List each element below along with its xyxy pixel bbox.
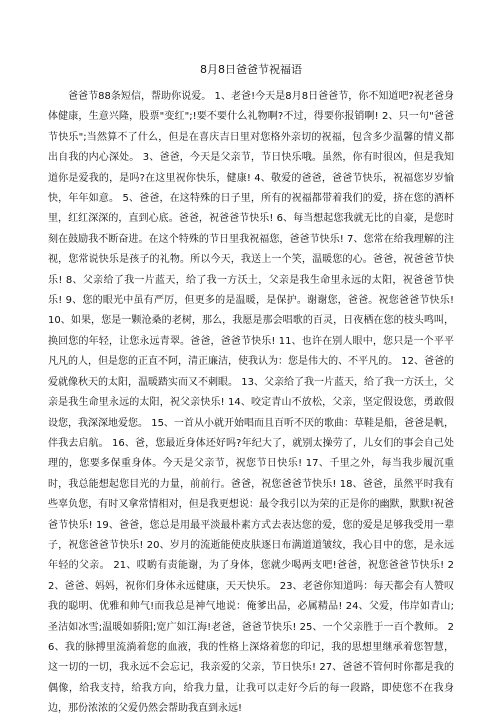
body-paragraph: 爸爸节88条短信，帮助你说爱。 1、老爸!今天是8月8日爸爸节，你不知道吧?祝老爸身体健康，生意兴隆，股票"变红";!要不要什么礼物啊?不过，得要你报销啊! 2、只一句"爸爸节快乐";当然算不了什么，但是在喜庆吉日里对您格外亲切的祝福，包含多少温馨的情义都出自我的内心深处。 3、爸爸，今天是父亲节，节日快乐哦。虽然，你有时很凶，但是我知道你是爱我的，是吗?在这里祝你快乐，健康! 4、敬爱的爸爸，爸爸节快乐，祝福您岁岁愉快，年年如意。 5、爸爸，在这特殊的日子里，所有的祝福都带着我们的爱，挤在您的酒杯里，红红深深的，直到心底。爸爸，祝爸爸节快乐! 6、每当想起您我就无比的自豪，是您时刻在鼓励我不断奋进。在这个特殊的节日里我祝福您，爸爸节快乐! 7、您常在给我理解的注视，您常说快乐是孩子的礼物。所以今天，我送上一个笑，温暖您的心。爸爸，祝爸爸节快乐! 8、父亲给了我一片蓝天，给了我一方沃土，父亲是我生命里永远的太阳，祝爸爸节快乐! 9、您的眼光中虽有严厉，但更多的是温暖，是保护。谢谢您，爸爸。祝您爸爸节快乐! 10、如果，您是一颗沧桑的老树，那么，我愿是那会唱歌的百灵，日夜栖在您的枝头鸣叫，换回您的年轻，让您永远青翠。爸爸，爸爸节快乐! 11、也许在别人眼中，您只是一个平平凡凡的人，但是您的正直不阿，清正廉洁，使我认为：您是伟大的、不平凡的。 12、爸爸的爱就像秋天的太阳，温暖踏实而又不刺眼。 13、父亲给了我一片蓝天，给了我一方沃土，父亲是我生命里永远的太阳，祝父亲快乐! 14、咬定青山不放松，父亲，坚定假设您，勇敢假设您，我深深地爱您。 15、一首从小就开始唱而且百听不厌的歌曲：草鞋是船，爸爸是帆，伴我去启航。 16、爸，您最近身体还好吗?年纪大了，就别太操劳了，儿女们的事会自己处理的，您要多保重身体。今天是父亲节，祝您节日快乐! 17、千里之外，每当我步履沉重时，我总能想起您目光的力量，前前行。爸爸，祝您爸爸节快乐! 18、爸爸，虽然平时我有些辜负您，有时又拿常情相对，但是我更想说：最令我引以为荣的正是你的幽默，默默!祝爸爸节快乐! 19、爸爸，您总是用最平淡最朴素方式去表达您的爱，您的爱是足够我受用一辈子，祝您爸爸节快乐! 20、岁月的流逝能使皮肤逐日布满道道皱纹，我心目中的您，是永远年轻的父亲。 21、哎喲有责能谢，为了身体，您就少喝两支吧!爸爸，祝您爸爸节快乐! 22、爸爸、妈妈，祝你们身体永远健康，天天快乐。 23、老爸你知道吗：每天都会有人赞叹我的聪明、优雅和帅气!而我总是神气地说：俺爹出品，必属精品! 24、父爱，伟岸如青山;圣洁如冰雪;温暖如骄阳;宽广如江海!老爸，爸爸节快乐! 25、一个父亲胜于一百个教师。 26、我的脉搏里流淌着您的血液，我的性格上深烙着您的印记，我的思想里继承着您智慧，这一切的一切，我永远不会忘记，我亲爱的父亲，节日快乐! 27、爸爸不管何时你都是我的偶像，给我支持，给我方向，给我力量，让我可以走好今后的每一段路，即使您不在我身边，那份浓浓的父爱仍然会帮助我直到永远! xyxy=(48,91,454,715)
page-title: 8月8日爸爸节祝福语 xyxy=(200,63,302,76)
